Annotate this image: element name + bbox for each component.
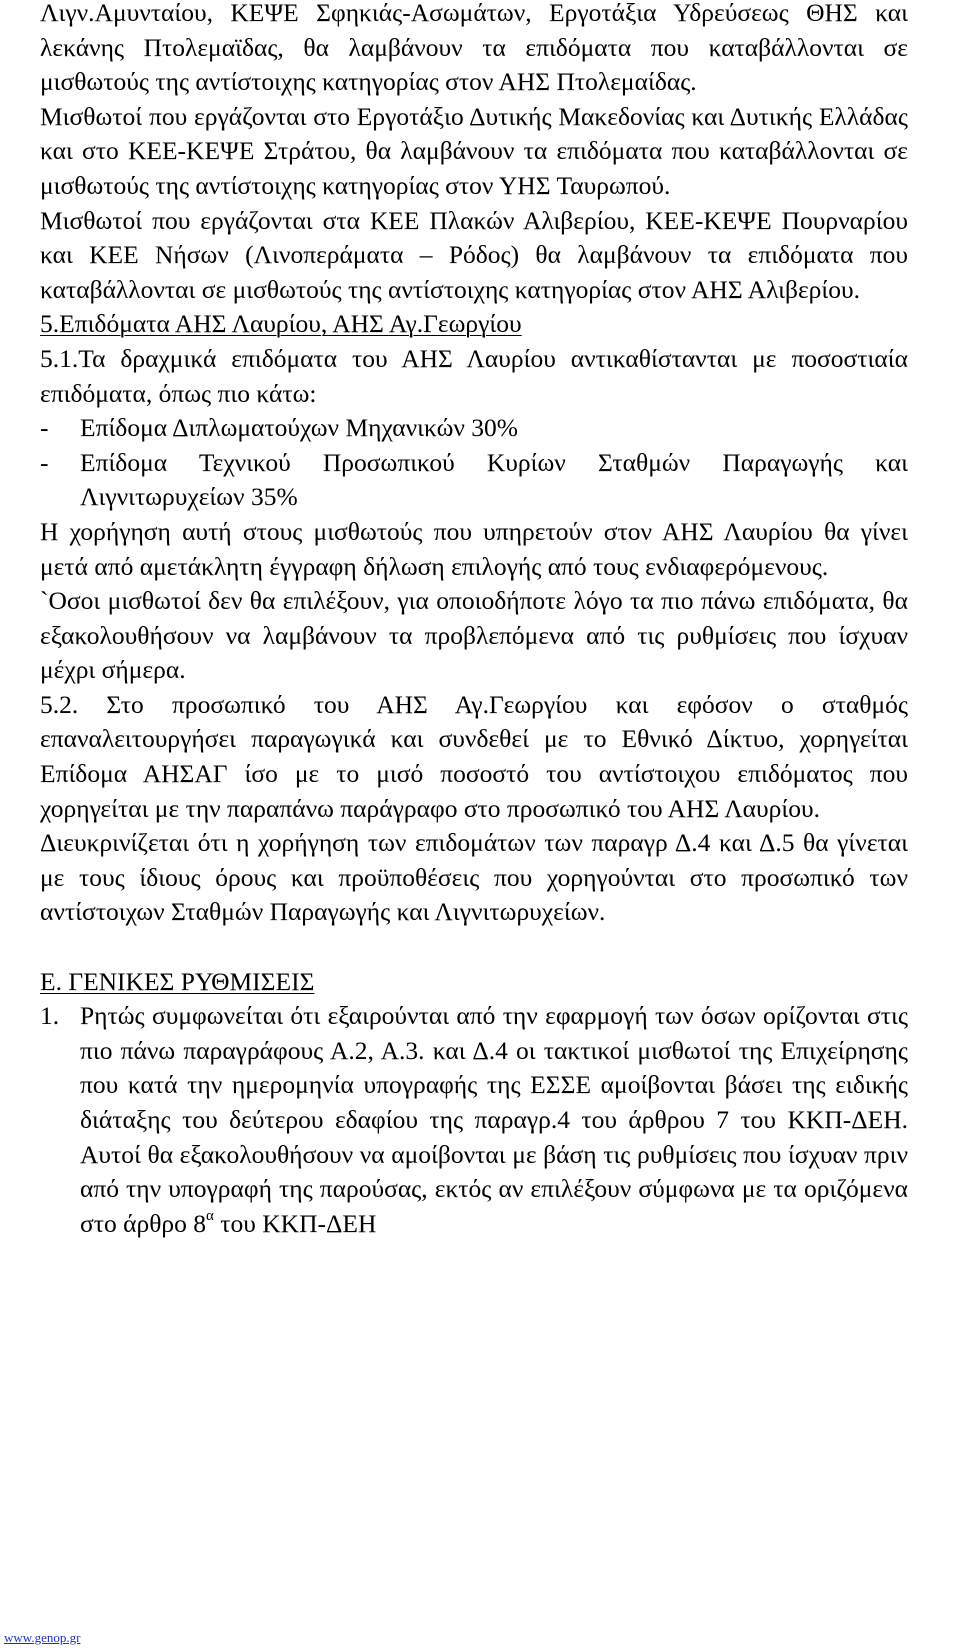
paragraph-5-2: 5.2. Στο προσωπικό του ΑΗΣ Αγ.Γεωργίου και εφόσον ο σταθμός επαναλειτουργήσει παραγωγικά και συνδεθεί με το Εθνικό Δίκτυο, χορηγείται Επίδομα ΑΗΣΑΓ ίσο με το μισό ποσοστό του αντίστοιχου επιδόματος που χορηγείται με την παραπάνω παράγραφο στο προσωπικό του ΑΗΣ Λαυρίου. — [40, 689, 908, 823]
list-marker: 1. — [40, 1001, 60, 1031]
blank-line — [40, 930, 908, 965]
footer-link[interactable]: www.genop.gr — [4, 1630, 81, 1645]
paragraph-lignite-amyntaio: Λιγν.Αμυνταίου, ΚΕΨΕ Σφηκιάς-Ασωμάτων, Εργοτάξια Υδρεύσεως ΘΗΣ και λεκάνης Πτολεμαϊδας, θα λαμβάνουν τα επιδόματα που καταβάλλονται σε μισθωτούς της αντίστοιχης κατηγορίας στον ΑΗΣ Πτολεμαίδας. — [40, 0, 908, 97]
list-marker: - — [40, 447, 49, 477]
numbered-item-tail: του ΚΚΠ-ΔΕΗ — [213, 1208, 377, 1238]
paragraph-grant: Η χορήγηση αυτή στους μισθωτούς που υπηρετούν στον ΑΗΣ Λαυρίου θα γίνει μετά από αμετάκλητη έγγραφη δήλωση επιλογής από τους ενδιαφερόμενους. — [40, 516, 908, 581]
list-item-text: Επίδομα Διπλωματούχων Μηχανικών 30% — [80, 413, 519, 443]
paragraph-5-1: 5.1.Τα δραχμικά επιδόματα του ΑΗΣ Λαυρίου αντικαθίστανται με ποσοστιαία επιδόματα, όπως πιο κάτω: — [40, 343, 908, 408]
numbered-item-body: Ρητώς συμφωνείται ότι εξαιρούνται από την εφαρμογή των όσων ορίζονται στις πιο πάνω παραγράφους Α.2, Α.3. και Δ.4 οι τακτικοί μισθωτοί της Επιχείρησης που κατά την ημερομηνία υπογραφής της ΕΣΣΕ αμοίβονται βάσει της ειδικής διάταξης του δεύτερου εδαφίου της παραγρ.4 του άρθρου 7 του ΚΚΠ-ΔΕΗ. Αυτοί θα εξακολουθήσουν να αμοίβονται με βάση τις ρυθμίσεις που ίσχυαν πριν από την υπογραφή της παρούσας, εκτός αν επιλέξουν σύμφωνα με τα οριζόμενα στο άρθρο 8 — [80, 1001, 908, 1238]
list-item — [40, 446, 908, 515]
numbered-item-text — [80, 999, 908, 1241]
section-heading-e: Ε. ΓΕΝΙΚΕΣ ΡΥΘΜΙΣΕΙΣ — [40, 966, 315, 996]
list-marker: - — [40, 413, 49, 443]
list-item — [40, 411, 908, 446]
paragraph-others: `Οσοι μισθωτοί δεν θα επιλέξουν, για οποιοδήποτε λόγο τα πιο πάνω επιδόματα, θα εξακολουθήσουν να λαμβάνουν τα προβλεπόμενα από τις ρυθμίσεις που ίσχυαν μέχρι σήμερα. — [40, 586, 908, 685]
superscript-alpha: α — [206, 1207, 214, 1224]
numbered-item-1 — [40, 999, 908, 1241]
paragraph-plakon-aliveriou: Μισθωτοί που εργάζονται στα ΚΕΕ Πλακών Αλιβερίου, ΚΕΕ-ΚΕΨΕ Πουρναρίου και ΚΕΕ Νήσων (Λινοπεράματα – Ρόδος) θα λαμβάνουν τα επιδόματα που καταβάλλονται σε μισθωτούς της αντίστοιχης κατηγορίας στον ΑΗΣ Αλιβερίου. — [40, 205, 908, 304]
paragraph-west-macedonia: Μισθωτοί που εργάζονται στο Εργοτάξιο Δυτικής Μακεδονίας και Δυτικής Ελλάδας και στο ΚΕΕ-ΚΕΨΕ Στράτου, θα λαμβάνουν τα επιδόματα που καταβάλλονται σε μισθωτούς της αντίστοιχης κατηγορίας στον ΥΗΣ Ταυρωπού. — [40, 101, 908, 200]
list-item-text: Επίδομα Τεχνικού Προσωπικού Κυρίων Σταθμών Παραγωγής και Λιγνιτωρυχείων 35% — [80, 447, 908, 512]
paragraph-clarification: Διευκρινίζεται ότι η χορήγηση των επιδομάτων των παραγρ Δ.4 και Δ.5 θα γίνεται με τους ίδιους όρους και προϋποθέσεις που χορηγούνται στο προσωπικό των αντίστοιχων Σταθμών Παραγωγής και Λιγνιτωρυχείων. — [40, 828, 908, 927]
section-heading-5: 5.Επιδόματα ΑΗΣ Λαυρίου, ΑΗΣ Αγ.Γεωργίου — [40, 309, 522, 339]
document-page — [40, 0, 908, 1241]
